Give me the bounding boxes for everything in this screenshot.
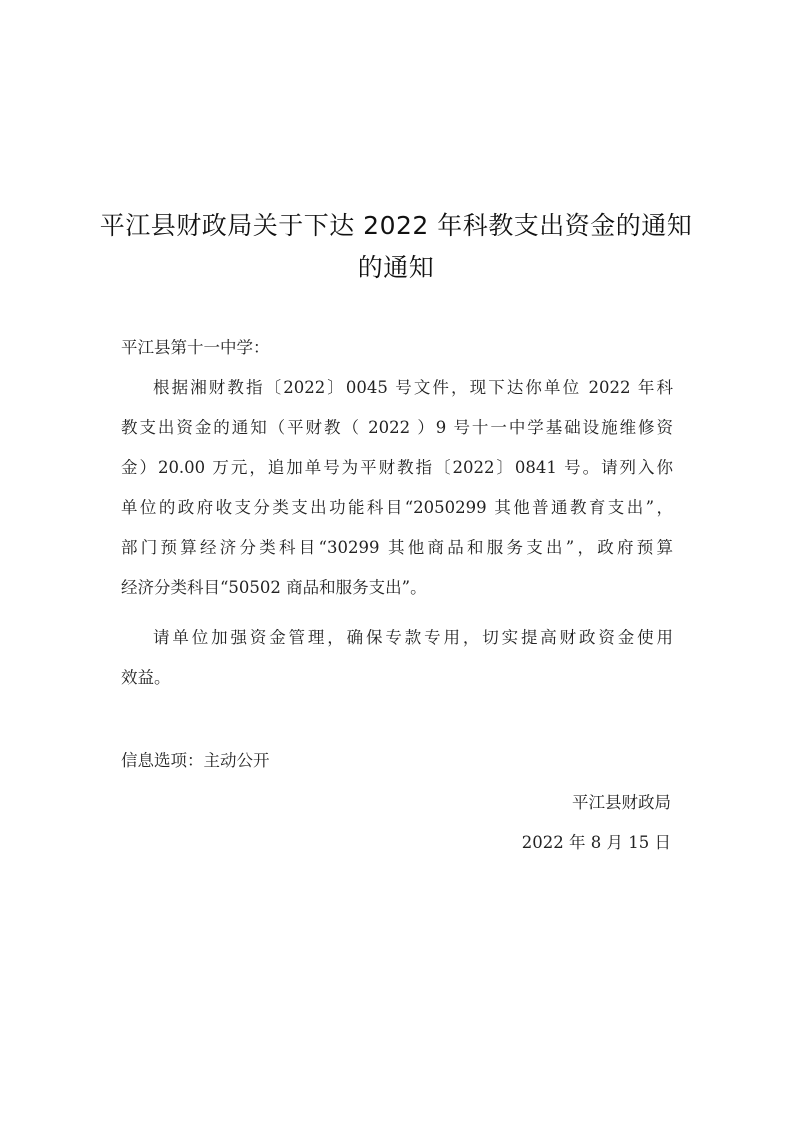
paragraph-2-line-2: 效益。 bbox=[121, 668, 171, 687]
paragraph-1-line-6: 经济分类科目“50502 商品和服务支出”。 bbox=[121, 578, 427, 597]
paragraph-1-line-4: 单位的政府收支分类支出功能科目“2050299 其他普通教育支出”， bbox=[121, 498, 673, 517]
addressee: 平江县第十一中学： bbox=[121, 338, 270, 357]
issuer-name: 平江县财政局 bbox=[572, 793, 671, 812]
document-title-line-2: 的通知 bbox=[357, 253, 435, 282]
paragraph-1-line-5: 部门预算经济分类科目“30299 其他商品和服务支出”，政府预算 bbox=[121, 538, 673, 557]
paragraph-1-line-3: 金）20.00 万元，追加单号为平财教指〔2022〕0841 号。请列入你 bbox=[121, 458, 673, 477]
disclosure-option: 信息选项：主动公开 bbox=[121, 751, 270, 770]
issue-date: 2022 年 8 月 15 日 bbox=[521, 833, 671, 852]
paragraph-1-line-2: 教支出资金的通知（平财教（ 2022 ）9 号十一中学基础设施维修资 bbox=[121, 418, 673, 437]
paragraph-2-line-1: 请单位加强资金管理，确保专款专用，切实提高财政资金使用 bbox=[153, 628, 673, 647]
paragraph-1-line-1: 根据湘财教指〔2022〕0045 号文件，现下达你单位 2022 年科 bbox=[153, 378, 673, 397]
document-title-line-1: 平江县财政局关于下达 2022 年科教支出资金的通知 bbox=[99, 211, 693, 240]
